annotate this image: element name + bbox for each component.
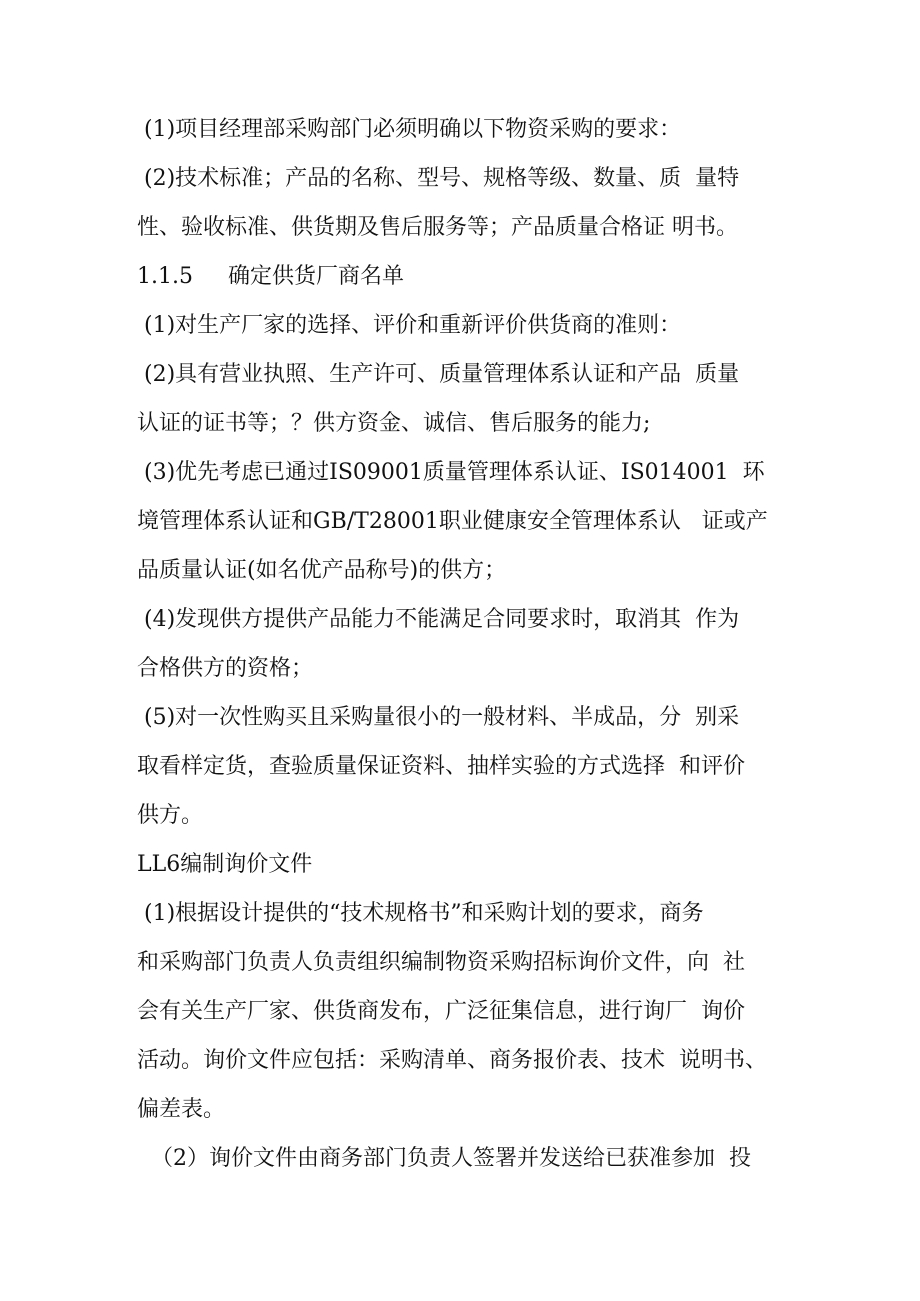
paragraph-line: 偏差表。 xyxy=(137,1097,226,1122)
paragraph-line: (3)优先考虑已通过IS09001质量管理体系认证、IS014001 环 xyxy=(137,460,765,485)
paragraph-line: 性、验收标准、供货期及售后服务等；产品质量合格证 明书。 xyxy=(137,215,738,240)
paragraph-line: 品质量认证(如名优产品称号)的供方； xyxy=(137,558,507,583)
paragraph-line: (2)技术标准；产品的名称、型号、规格等级、数量、质 量特 xyxy=(137,166,740,191)
paragraph-line: 会有关生产厂家、供货商发布，广泛征集信息，进行询厂 询价 xyxy=(137,999,745,1024)
paragraph-line: 合格供方的资格； xyxy=(137,656,314,681)
section-heading: 1.1.5 确定供货厂商名单 xyxy=(137,264,404,289)
paragraph-line: (1)根据设计提供的“技术规格书”和采购计划的要求，商务 xyxy=(137,901,704,926)
paragraph-line: 活动。询价文件应包括：采购清单、商务报价表、技术 说明书、 xyxy=(137,1048,767,1073)
paragraph-line: (4)发现供方提供产品能力不能满足合同要求时，取消其 作为 xyxy=(137,607,740,632)
section-heading: LL6编制询价文件 xyxy=(137,852,313,877)
paragraph-line: （2）询价文件由商务部门负责人签署并发送给已获准参加 投 xyxy=(137,1146,751,1171)
paragraph-line: 供方。 xyxy=(137,803,204,828)
paragraph-line: 取看样定货，查验质量保证资料、抽样实验的方式选择 和评价 xyxy=(137,754,745,779)
paragraph-line: (2)具有营业执照、生产许可、质量管理体系认证和产品 质量 xyxy=(137,362,740,387)
paragraph-line: 境管理体系认证和GB/T28001职业健康安全管理体系认 证或产 xyxy=(137,509,768,534)
paragraph-line: (1)对生产厂家的选择、评价和重新评价供货商的准则： xyxy=(137,313,682,338)
paragraph-line: 认证的证书等；？供方资金、诚信、售后服务的能力; xyxy=(137,411,651,436)
paragraph-line: 和采购部门负责人负责组织编制物资采购招标询价文件，向 社 xyxy=(137,950,745,975)
paragraph-line: (1)项目经理部采购部门必须明确以下物资采购的要求： xyxy=(137,117,682,142)
paragraph-line: (5)对一次性购买且采购量很小的一般材料、半成品，分 别采 xyxy=(137,705,740,730)
